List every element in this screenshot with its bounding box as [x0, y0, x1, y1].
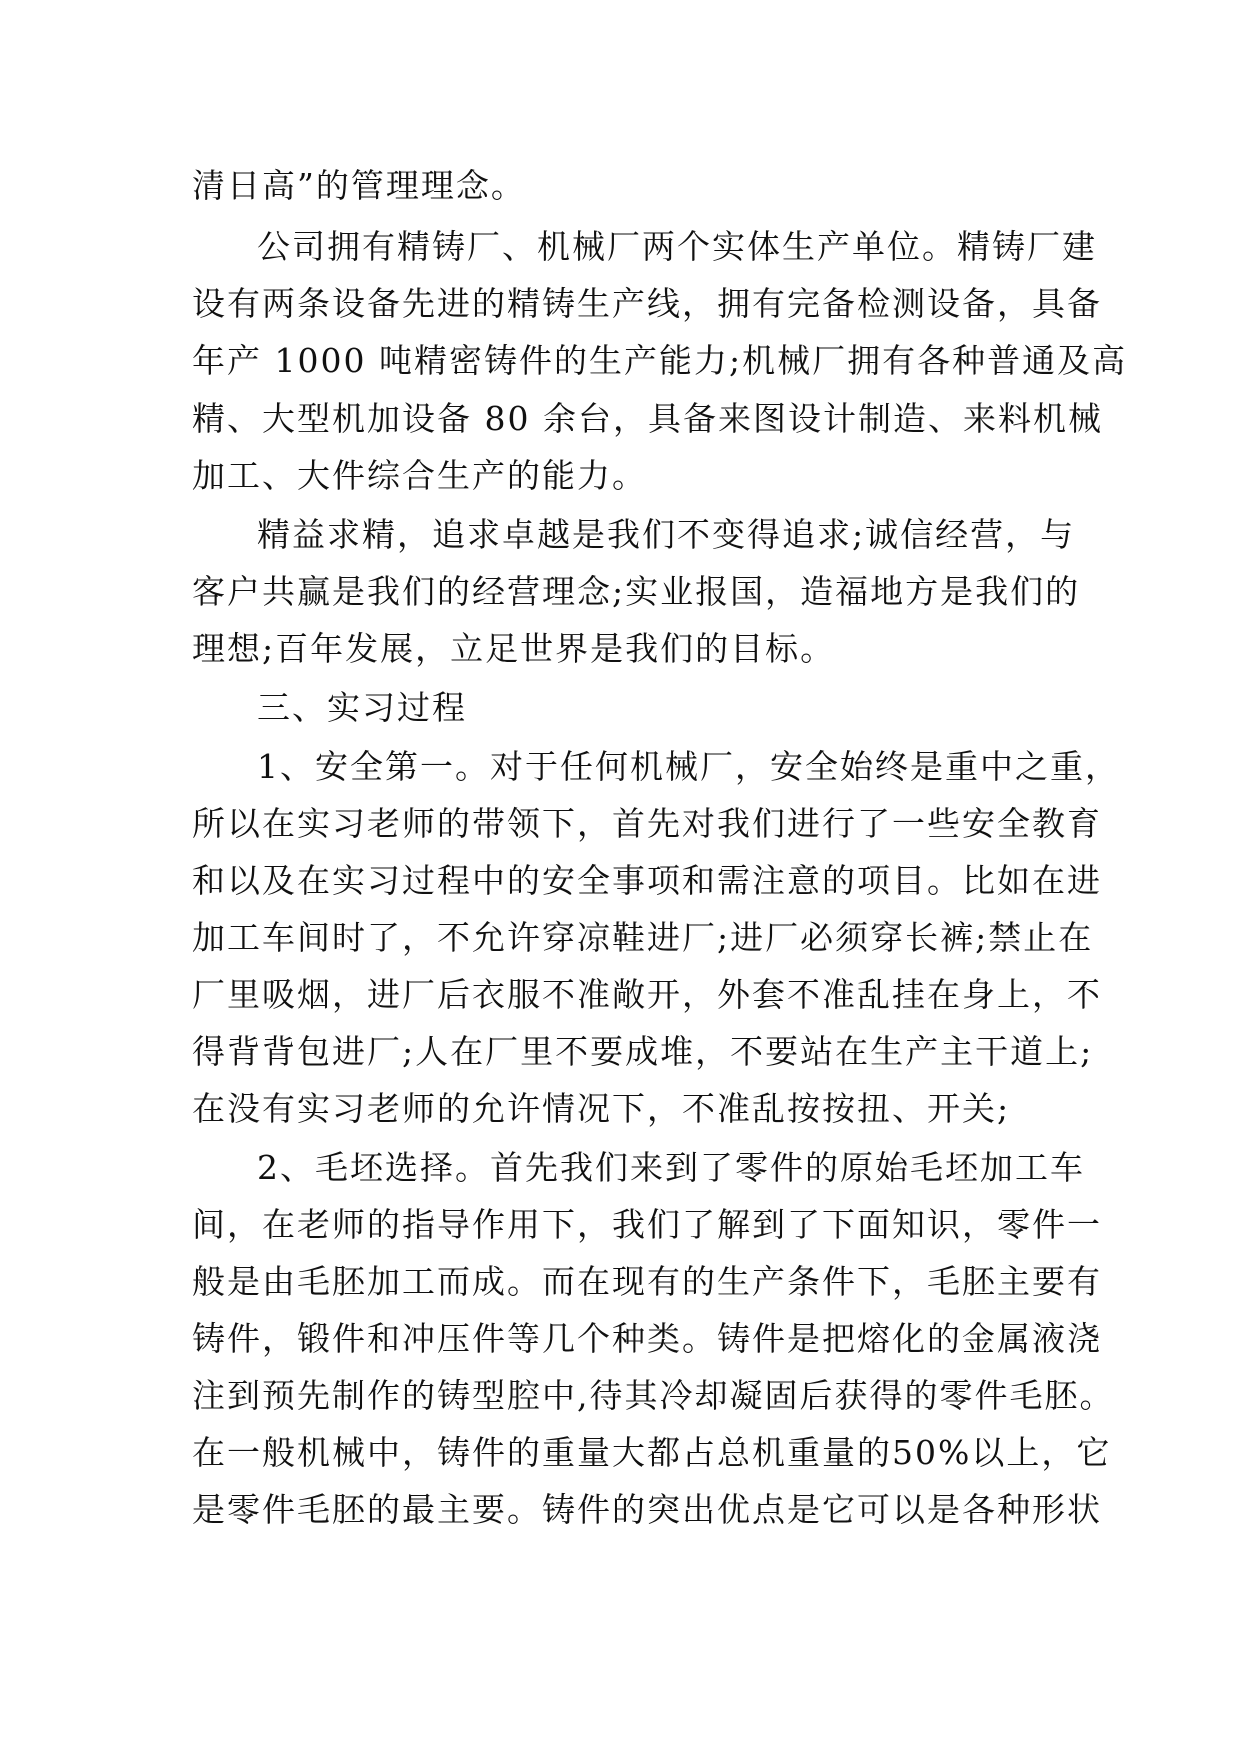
- text-line-6: 加工、大件综合生产的能力。: [192, 456, 647, 495]
- section-heading: 三、实习过程: [257, 688, 467, 727]
- text-line-15: 厂里吸烟，进厂后衣服不准敞开，外套不准乱挂在身上，不: [192, 975, 1102, 1014]
- text-line-11: 1、安全第一。对于任何机械厂，安全始终是重中之重，: [257, 747, 1120, 786]
- text-line-8: 客户共赢是我们的经营理念;实业报国，造福地方是我们的: [192, 572, 1081, 611]
- text-line-12: 所以在实习老师的带领下，首先对我们进行了一些安全教育: [192, 804, 1102, 843]
- text-line-1: 清日高”的管理理念。: [192, 166, 526, 205]
- text-line-14: 加工车间时了，不允许穿凉鞋进厂;进厂必须穿长裤;禁止在: [192, 918, 1094, 957]
- text-line-7: 精益求精，追求卓越是我们不变得追求;诚信经营，与: [257, 515, 1076, 554]
- text-line-23: 在一般机械中，铸件的重量大都占总机重量的50%以上，它: [192, 1433, 1112, 1472]
- text-line-18: 2、毛坯选择。首先我们来到了零件的原始毛坯加工车: [257, 1148, 1085, 1187]
- text-line-13: 和以及在实习过程中的安全事项和需注意的项目。比如在进: [192, 861, 1102, 900]
- text-line-2: 公司拥有精铸厂、机械厂两个实体生产单位。精铸厂建: [257, 227, 1097, 266]
- text-line-3: 设有两条设备先进的精铸生产线，拥有完备检测设备，具备: [192, 284, 1102, 323]
- text-line-16: 得背背包进厂;人在厂里不要成堆，不要站在生产主干道上;: [192, 1032, 1094, 1071]
- text-line-17: 在没有实习老师的允许情况下，不准乱按按扭、开关;: [192, 1089, 1011, 1128]
- text-line-24: 是零件毛胚的最主要。铸件的突出优点是它可以是各种形状: [192, 1490, 1102, 1529]
- text-line-22: 注到预先制作的铸型腔中,待其冷却凝固后获得的零件毛胚。: [192, 1376, 1115, 1415]
- text-line-20: 般是由毛胚加工而成。而在现有的生产条件下，毛胚主要有: [192, 1262, 1102, 1301]
- text-line-9: 理想;百年发展，立足世界是我们的目标。: [192, 629, 836, 668]
- text-line-4: 年产 1000 吨精密铸件的生产能力;机械厂拥有各种普通及高: [192, 341, 1128, 380]
- text-line-5: 精、大型机加设备 80 余台，具备来图设计制造、来料机械: [192, 399, 1103, 438]
- text-line-19: 间，在老师的指导作用下，我们了解到了下面知识，零件一: [192, 1205, 1102, 1244]
- text-line-21: 铸件，锻件和冲压件等几个种类。铸件是把熔化的金属液浇: [192, 1319, 1102, 1358]
